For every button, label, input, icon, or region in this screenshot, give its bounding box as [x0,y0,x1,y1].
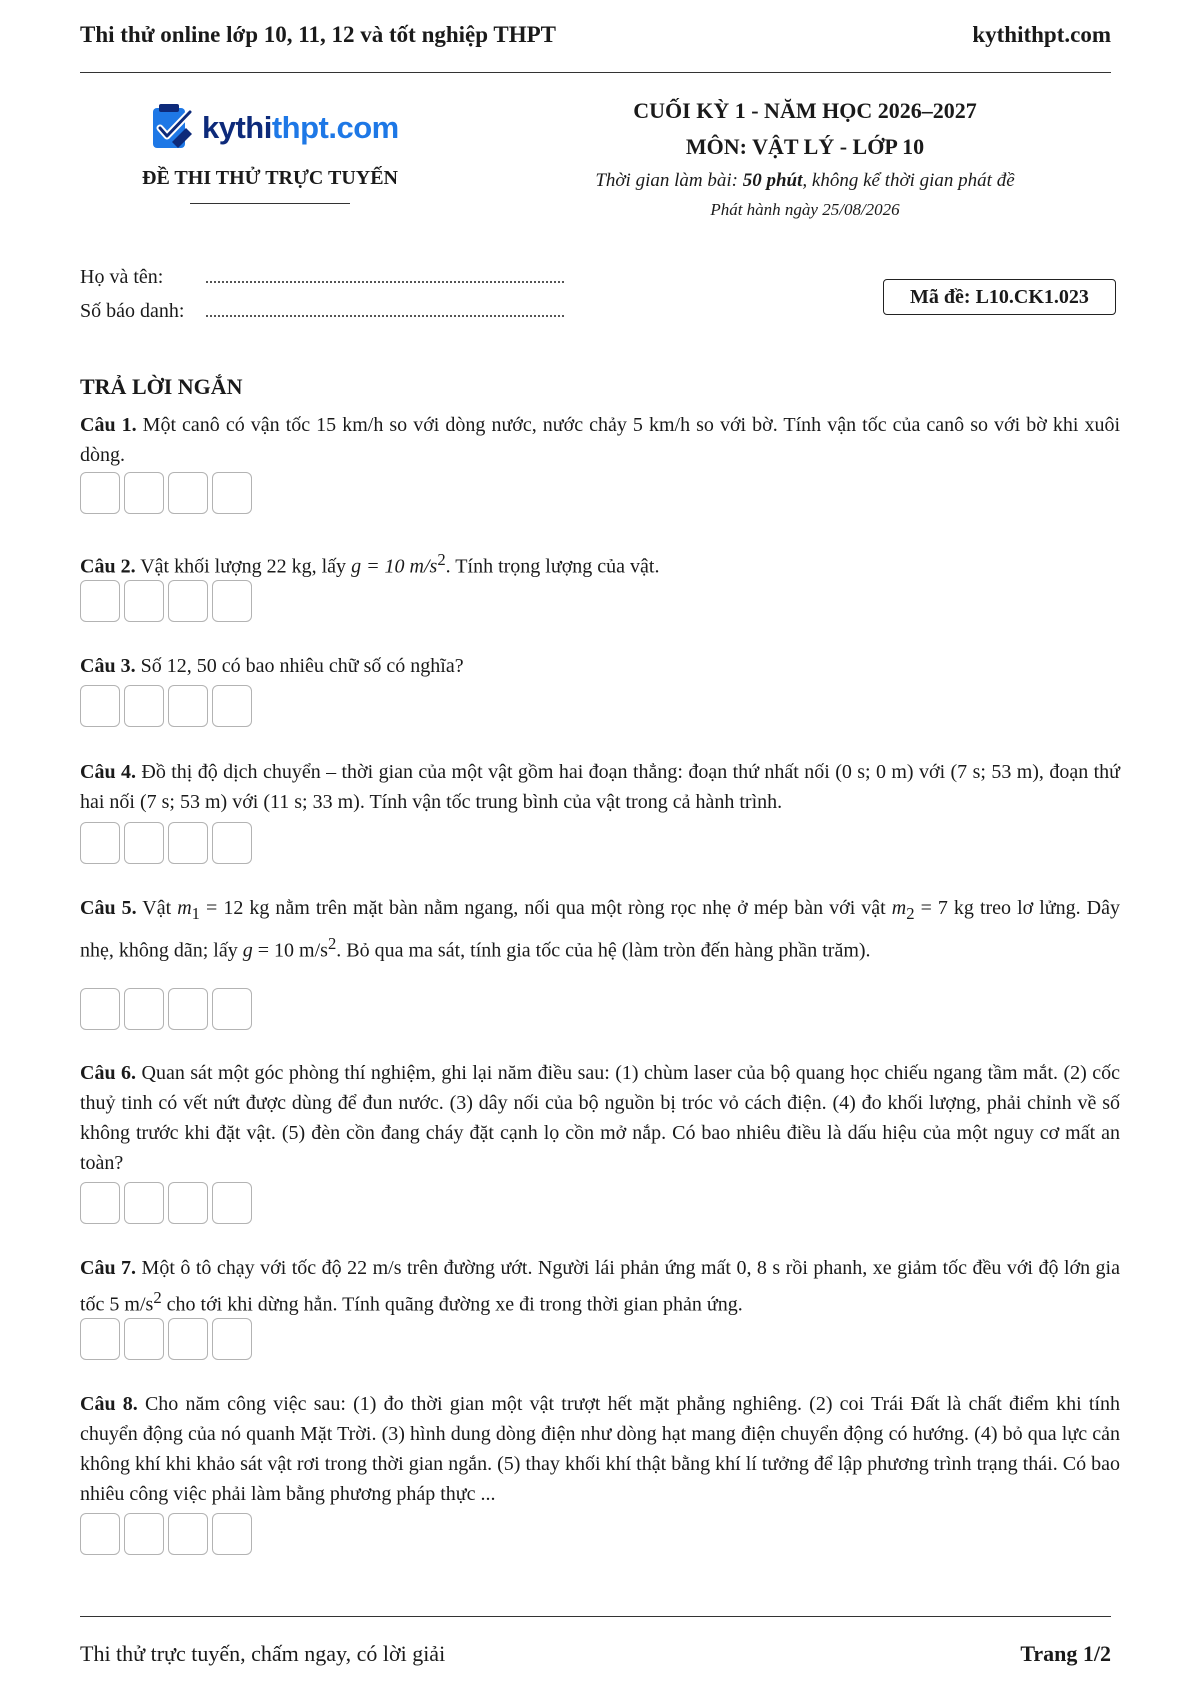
answer-digit-box[interactable] [168,1513,208,1555]
footer-rule [80,1616,1111,1617]
answer-digit-box[interactable] [124,685,164,727]
footer-tagline: Thi thử trực tuyến, chấm ngay, có lời giải [80,1641,446,1666]
question-text: Cho năm công việc sau: (1) đo thời gian một vật trượt hết mặt phẳng nghiêng. (2) coi Trái Đất là chất điểm khi tính chuyển động của nó quanh Mặt Trời. (3) hình dung dòng điện như dòng hạt mang điện chuyển động có hướng. (4) bỏ qua lực cản không khí khi khảo sát vật rơi trong thời gian ngắn. (5) thay khối khí thật bằng khí lí tưởng để lập phương trình trạng thái. Có bao nhiêu công việc phải làm bằng phương pháp thực ... [80,1393,1121,1505]
question-4 [80,757,1120,817]
exam-release-date: Phát hành ngày 25/08/2026 [710,200,900,219]
answer-digit-box[interactable] [212,988,252,1030]
question-text: Quan sát một góc phòng thí nghiệm, ghi lại năm điều sau: (1) chùm laser của bộ quang học chiếu ngang tầm mắt. (2) cốc thuỷ tinh có vết nứt được dùng để đun nước. (3) dây nối của bộ nguồn bị tróc vỏ cách điện. (4) đo khối lượng, phải chỉnh về số không trước khi đặt vật. (5) đèn cồn đang cháy đặt cạnh lọ cồn mở nắp. Có bao nhiêu điều là dấu hiệu của một nguy cơ mất an toàn? [80,1062,1120,1174]
question-number: Câu 5. [80,897,137,919]
answer-digit-box[interactable] [168,685,208,727]
question-number: Câu 4. [80,761,136,783]
exam-duration: Thời gian làm bài: 50 phút, không kể thời gian phát đề [595,170,1015,191]
answer-digit-box[interactable] [168,822,208,864]
answer-digit-box[interactable] [212,472,252,514]
logo-wordmark: kythithpt.com [202,110,399,145]
candidate-fields [80,266,564,334]
org-subtitle-rule [190,203,350,204]
answer-digit-box[interactable] [80,988,120,1030]
answer-digit-box[interactable] [168,472,208,514]
candidate-name-row [80,266,564,300]
answer-boxes-8 [80,1513,252,1555]
exam-code-badge: Mã đề: L10.CK1.023 [883,279,1116,315]
answer-digit-box[interactable] [168,988,208,1030]
question-number: Câu 8. [80,1393,138,1415]
answer-digit-box[interactable] [124,1513,164,1555]
question-3: Câu 3. Số 12, 50 có bao nhiêu chữ số có nghĩa? [80,655,464,677]
exam-subject: MÔN: VẬT LÝ - LỚP 10 [685,134,925,159]
answer-boxes-4 [80,822,252,864]
answer-digit-box[interactable] [212,685,252,727]
answer-digit-box[interactable] [168,1182,208,1224]
answer-boxes-1 [80,472,252,514]
answer-digit-box[interactable] [212,580,252,622]
answer-boxes-5 [80,988,252,1030]
question-text: Một canô có vận tốc 15 km/h so với dòng nước, nước chảy 5 km/h so với bờ. Tính vận tốc của canô so với bờ khi xuôi dòng. [80,414,1121,466]
question-number: Câu 7. [80,1257,137,1279]
candidate-name-label: Họ và tên: [80,266,164,288]
site-logo[interactable] [150,100,410,156]
answer-digit-box[interactable] [80,1182,120,1224]
answer-digit-box[interactable] [124,988,164,1030]
answer-digit-box[interactable] [168,1318,208,1360]
answer-digit-box[interactable] [212,1318,252,1360]
answer-digit-box[interactable] [124,1182,164,1224]
question-number: Câu 3. [80,655,136,677]
question-5: Câu 5. Vật $m_1 = 12$ kg nằm trên mặt bàn nằm ngang, nối qua một ròng rọc nhẹ ở mép bàn với vật $m_2 = 7$ kg treo lơ lửng. Dây nhẹ, không dãn; lấy g = 10 $m/s^2$. Bỏ qua ma sát, tính gia tốc của hệ (làm tròn đến hàng phần trăm). [80,897,1121,962]
exam-info [540,96,1070,220]
question-2: Câu 2. Vật khối lượng 22 kg, lấy g = 10 $m/s^2$. Tính trọng lượng của vật. [80,550,660,578]
question-number: Câu 2. [80,555,136,578]
answer-digit-box[interactable] [80,1513,120,1555]
answer-boxes-2 [80,580,252,622]
header-rule [80,72,1111,73]
math-expression: 12, 50 [166,655,217,677]
question-number: Câu 1. [80,414,137,436]
question-7: Câu 7. Một ô tô chạy với tốc độ 22 m/s trên đường ướt. Người lái phản ứng mất 0, 8 s rồi phanh, xe giảm tốc đều với độ lớn gia tốc 5 $m/s^2$ cho tới khi dừng hẳn. Tính quãng đường xe đi trong thời gian phản ứng. [80,1257,1120,1316]
question-6 [80,1058,1120,1178]
answer-digit-box[interactable] [212,822,252,864]
answer-digit-box[interactable] [80,472,120,514]
running-header [80,22,1111,48]
answer-boxes-6 [80,1182,252,1224]
question-text: Đồ thị độ dịch chuyển – thời gian của một vật gồm hai đoạn thẳng: đoạn thứ nhất nối (0 s; 0 m) với (7 s; 53 m), đoạn thứ hai nối (7 s; 53 m) với (11 s; 33 m). Tính vận tốc trung bình của vật trong cả hành trình. [80,761,1120,813]
math-expression: g = 10 m/s [351,555,438,578]
question-1 [80,410,1120,470]
answer-digit-box[interactable] [212,1182,252,1224]
answer-digit-box[interactable] [124,1318,164,1360]
candidate-name-field[interactable] [206,269,564,283]
answer-digit-box[interactable] [80,822,120,864]
answer-digit-box[interactable] [80,1318,120,1360]
clipboard-check-logo-icon [150,102,198,154]
answer-digit-box[interactable] [80,685,120,727]
answer-digit-box[interactable] [124,822,164,864]
page-number: Trang 1/2 [1020,1641,1111,1666]
org-subtitle: ĐỀ THI THỬ TRỰC TUYẾN [142,167,398,189]
answer-digit-box[interactable] [168,580,208,622]
answer-digit-box[interactable] [124,472,164,514]
answer-digit-box[interactable] [124,580,164,622]
candidate-id-row [80,300,564,334]
answer-boxes-7 [80,1318,252,1360]
exam-term: CUỐI KỲ 1 - NĂM HỌC 2026–2027 [633,98,977,123]
answer-boxes-3 [80,685,252,727]
math-expression: 0, 8 [736,1257,767,1279]
answer-digit-box[interactable] [80,580,120,622]
running-footer [80,1641,1111,1667]
header-site-link[interactable]: kythithpt.com [972,22,1111,47]
section-title: TRẢ LỜI NGẮN [80,374,243,399]
answer-digit-box[interactable] [212,1513,252,1555]
question-8 [80,1389,1120,1509]
header-left-text: Thi thử online lớp 10, 11, 12 và tốt nghiệp THPT [80,22,556,47]
candidate-id-field[interactable] [206,303,564,317]
candidate-id-label: Số báo danh: [80,300,185,322]
question-number: Câu 6. [80,1062,137,1084]
